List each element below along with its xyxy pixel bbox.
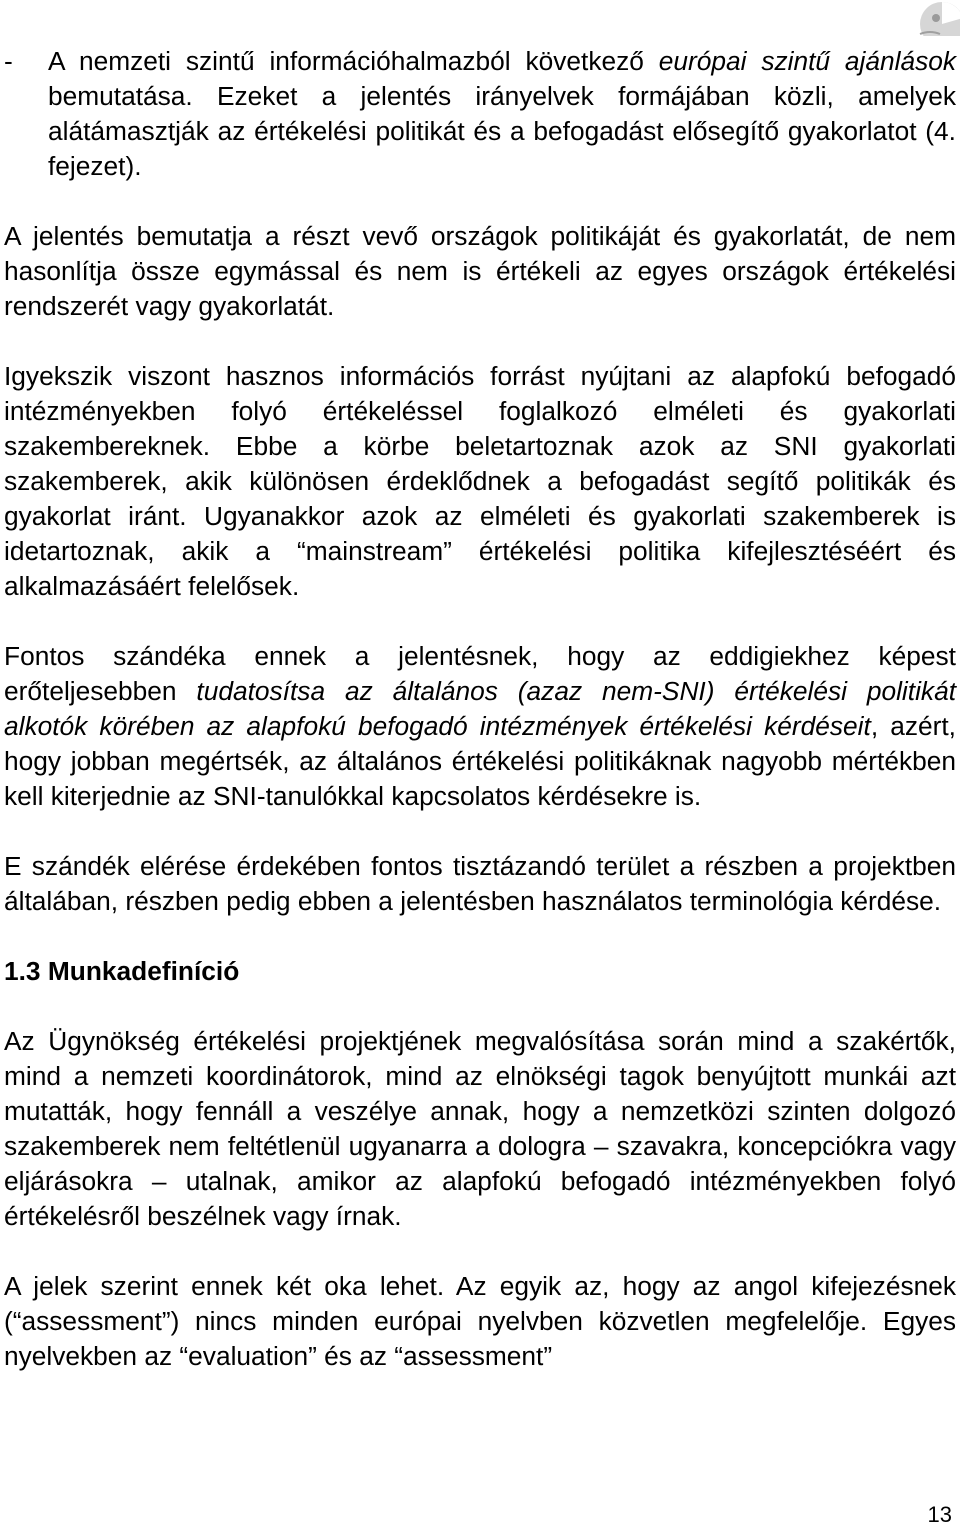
bullet-emphasis: európai szintű ajánlások bbox=[658, 46, 957, 76]
bullet-text-end: bemutatása. Ezeket a jelentés irányelvek formájában közli, amelyek alátámasztják az értékelési politikát és a befogadást elősegítő gyakorlatot (4. fejezet). bbox=[48, 81, 956, 181]
paragraph-4: E szándék elérése érdekében fontos tisztázandó terület a részben a projektben általában, részben pedig ebben a jelentésben használatos terminológia kérdése. bbox=[4, 851, 956, 916]
bullet-text-start: A nemzeti szintű információhalmazból következő bbox=[48, 46, 659, 76]
paragraph-2: Igyekszik viszont hasznos információs forrást nyújtani az alapfokú befogadó intézményekben folyó értékeléssel foglalkozó elméleti és gyakorlati szakembereknek. Ebbe a körbe beletartoznak azok az SNI gyakorlati szakemberek, akik különösen érdeklődnek a befogadást segítő politikák és gyakorlat iránt. Ugyanakkor azok az elméleti és gyakorlati szakemberek is idetartoznak, akik a “mainstream” értékelési politika kifejlesztéséért és alkalmazásáért felelősek. bbox=[4, 361, 956, 601]
section-heading: 1.3 Munkadefiníció bbox=[4, 956, 240, 986]
paragraph-3-end: , azért, hogy jobban megértsék, az általános értékelési politikáknak nagyobb mértékben kell kiterjednie az SNI-tanulókkal kapcsolatos kérdésekre is. bbox=[4, 711, 956, 811]
bullet-item bbox=[4, 44, 956, 184]
pie-logo-icon bbox=[900, 0, 960, 36]
document-body bbox=[4, 44, 956, 1409]
paragraph-1: A jelentés bemutatja a részt vevő országok politikáját és gyakorlatát, de nem hasonlítja össze egymással és nem is értékeli az egyes országok értékelési rendszerét vagy gyakorlatát. bbox=[4, 221, 956, 321]
paragraph-6: A jelek szerint ennek két oka lehet. Az egyik az, hogy az angol kifejezésnek (“assessment”) nincs minden európai nyelvben közvetlen megfelelője. Egyes nyelvekben az “evaluation” és az “assessment” bbox=[4, 1271, 956, 1371]
paragraph-3 bbox=[4, 639, 956, 814]
paragraph-3-start: Fontos szándéka ennek a jelentésnek, hogy az eddigiekhez képest erőteljesebben bbox=[4, 641, 956, 706]
paragraph-5: Az Ügynökség értékelési projektjének megvalósítása során mind a szakértők, mind a nemzeti koordinátorok, mind az elnökségi tagok benyújtott munkái azt mutatták, hogy fennáll a veszélye annak, hogy a nemzetközi szinten dolgozó szakemberek nem feltétlenül ugyanarra a dologra – szavakra, koncepciókra vagy eljárásokra – utalnak, amikor az alapfokú befogadó intézményekben folyó értékelésről beszélnek vagy írnak. bbox=[4, 1026, 956, 1231]
paragraph-3-emphasis: tudatosítsa az általános (azaz nem-SNI) értékelési politikát alkotók körében az alapfokú befogadó intézmények értékelési kérdéseit bbox=[4, 676, 956, 741]
page-number: 13 bbox=[927, 1502, 952, 1527]
bullet-dash: - bbox=[4, 46, 13, 76]
